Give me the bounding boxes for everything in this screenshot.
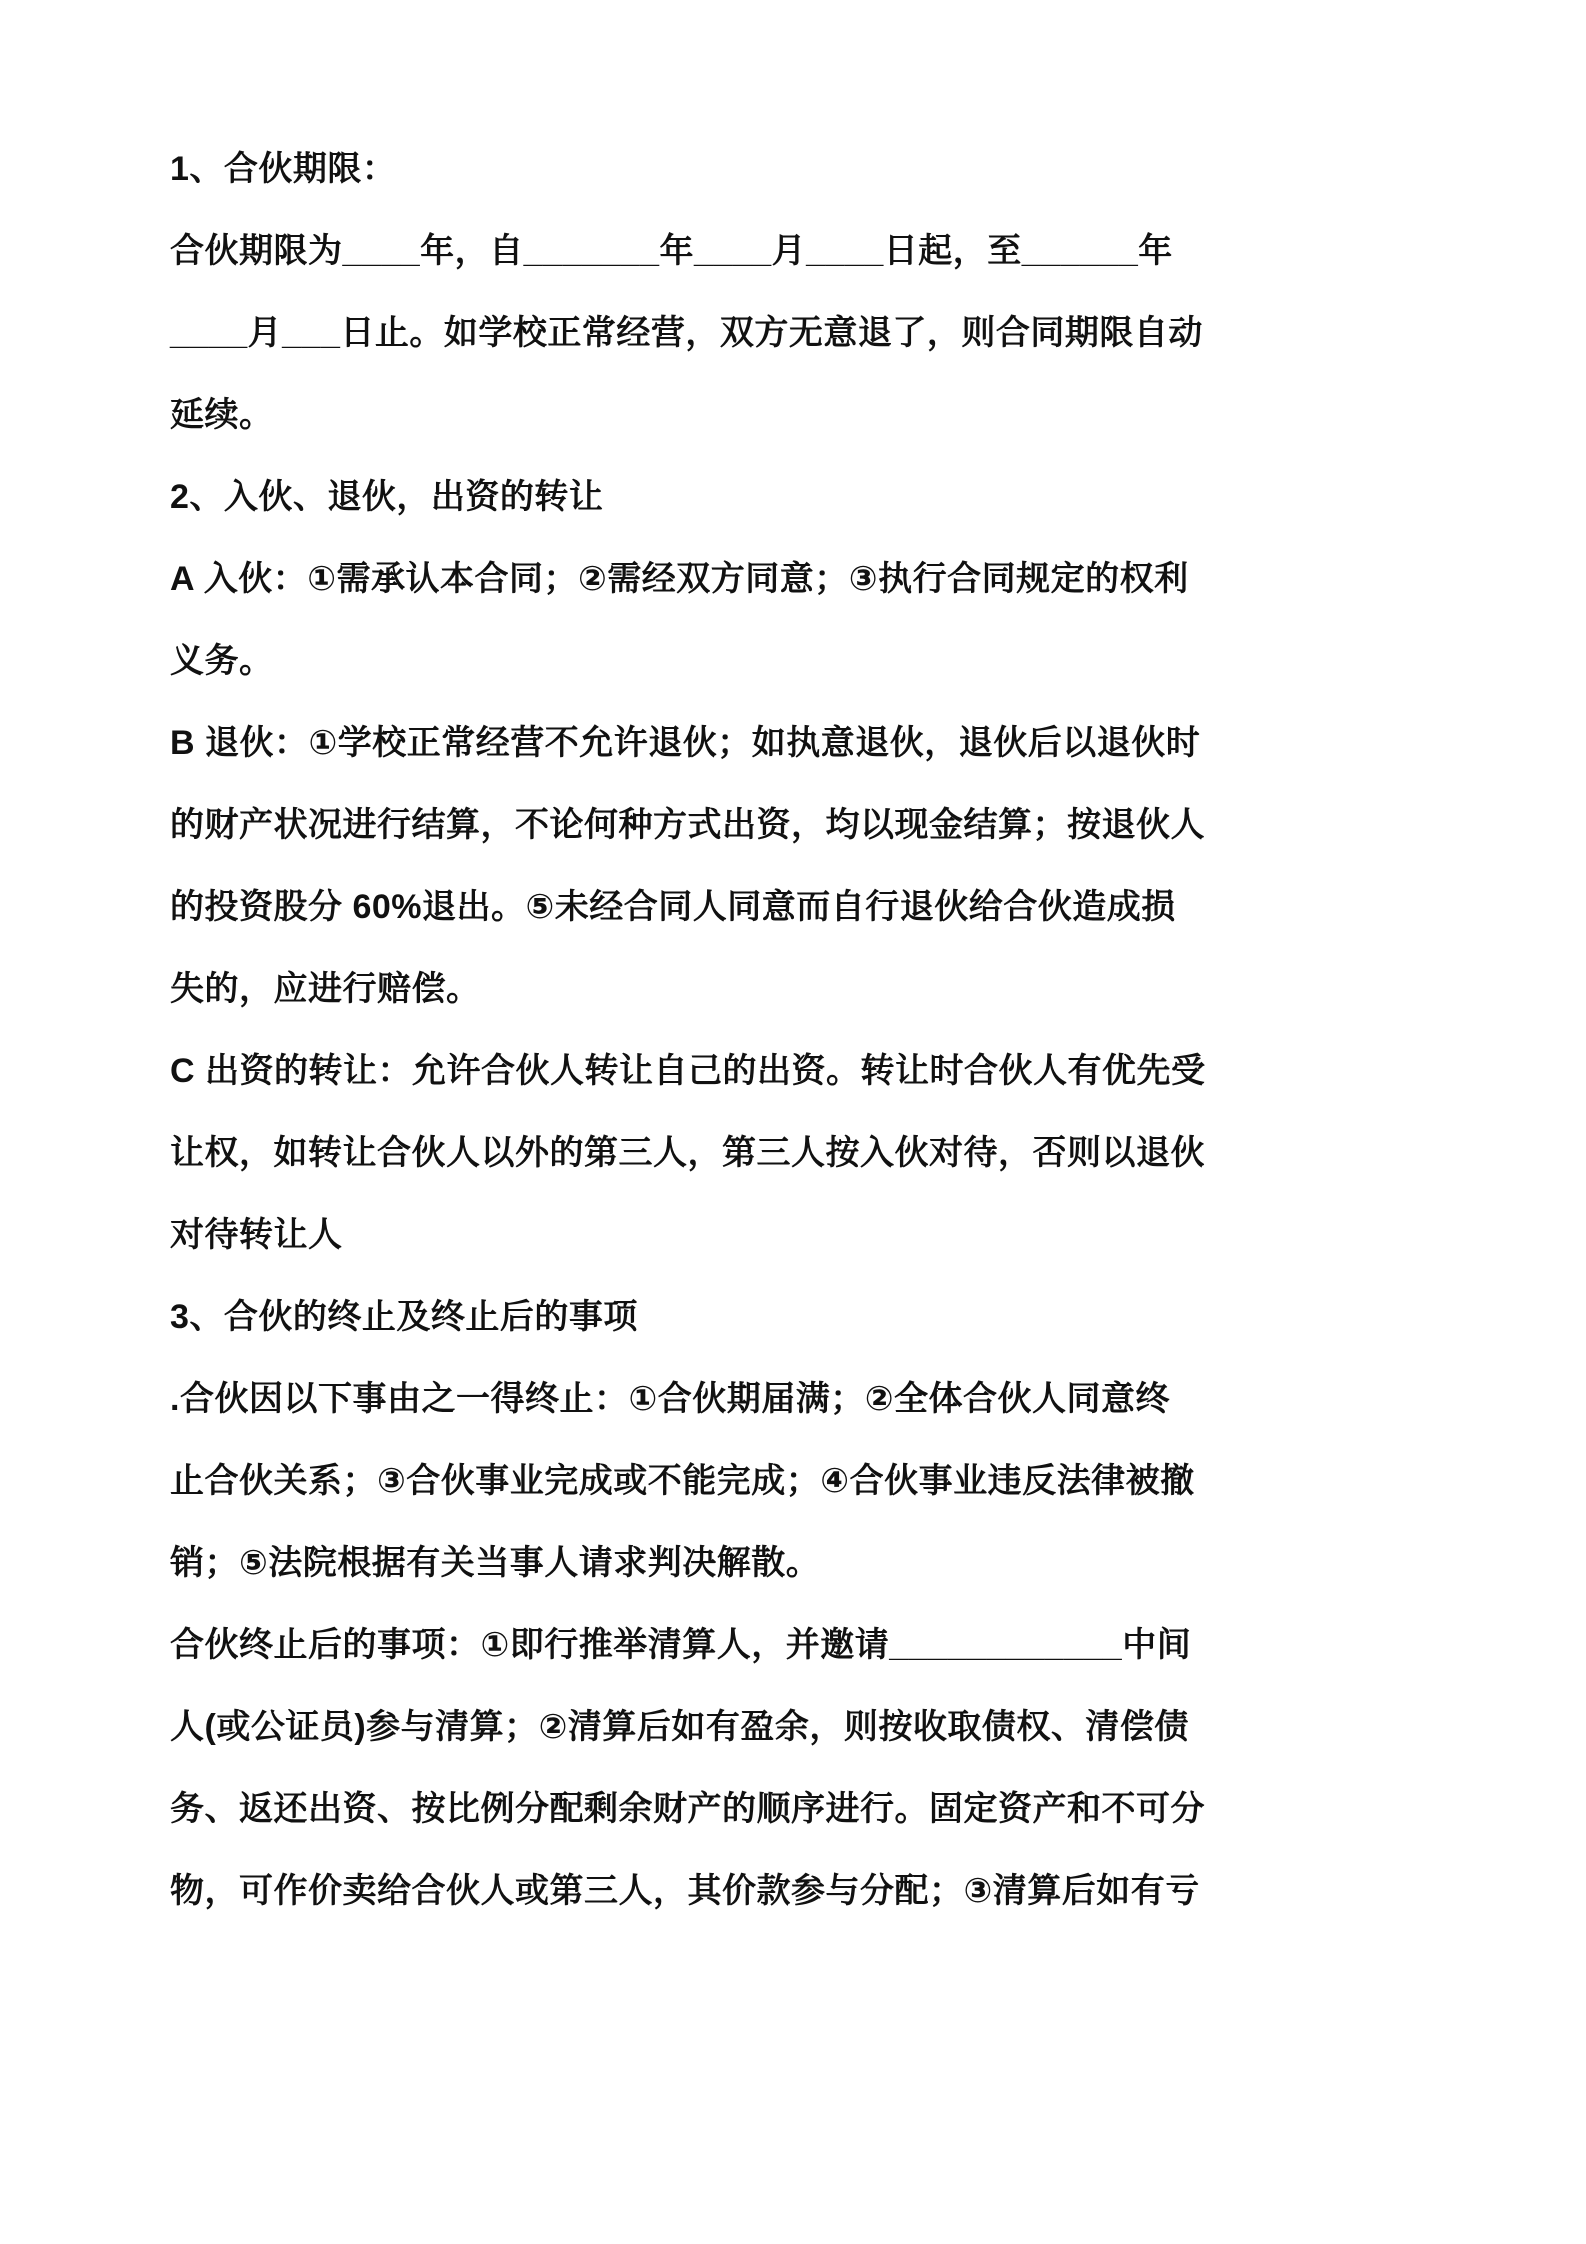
document-line: 对待转让人 bbox=[170, 1216, 343, 1254]
document-line: 合伙终止后的事项：①即行推举清算人，并邀请____________中间 bbox=[170, 1626, 1192, 1664]
document-line: 合伙期限为____年，自_______年____月____日起，至______年 bbox=[170, 232, 1173, 270]
document-line: 务、返还出资、按比例分配剩余财产的顺序进行。固定资产和不可分 bbox=[170, 1790, 1205, 1828]
document-line: 延续。 bbox=[170, 396, 274, 434]
document-line: 的投资股分 60%退出。⑤未经合同人同意而自行退伙给合伙造成损 bbox=[170, 888, 1176, 926]
document-line: B 退伙：①学校正常经营不允许退伙；如执意退伙，退伙后以退伙时 bbox=[170, 724, 1201, 762]
document-line: 物，可作价卖给合伙人或第三人，其价款参与分配；③清算后如有亏 bbox=[170, 1872, 1200, 1910]
document-line: 1、合伙期限： bbox=[170, 150, 397, 188]
document-line: 2、入伙、退伙，出资的转让 bbox=[170, 478, 604, 516]
document-line: 失的，应进行赔偿。 bbox=[170, 970, 481, 1008]
document-line: A 入伙：①需承认本合同；②需经双方同意；③执行合同规定的权利 bbox=[170, 560, 1189, 598]
document-line: C 出资的转让：允许合伙人转让自己的出资。转让时合伙人有优先受 bbox=[170, 1052, 1206, 1090]
document-body bbox=[170, 128, 1425, 1932]
document-line: 3、合伙的终止及终止后的事项 bbox=[170, 1298, 638, 1336]
document-line: 让权，如转让合伙人以外的第三人，第三人按入伙对待，否则以退伙 bbox=[170, 1134, 1205, 1172]
document-line: 人(或公证员)参与清算；②清算后如有盈余，则按收取债权、清偿债 bbox=[170, 1708, 1189, 1746]
document-line: 义务。 bbox=[170, 642, 274, 680]
document-line: ____月___日止。如学校正常经营，双方无意退了，则合同期限自动 bbox=[170, 314, 1203, 352]
document-line: 的财产状况进行结算，不论何种方式出资，均以现金结算；按退伙人 bbox=[170, 806, 1205, 844]
document-line: .合伙因以下事由之一得终止：①合伙期届满；②全体合伙人同意终 bbox=[170, 1380, 1171, 1418]
document-line: 销；⑤法院根据有关当事人请求判决解散。 bbox=[170, 1544, 821, 1582]
document-line: 止合伙关系；③合伙事业完成或不能完成；④合伙事业违反法律被撤 bbox=[170, 1462, 1195, 1500]
